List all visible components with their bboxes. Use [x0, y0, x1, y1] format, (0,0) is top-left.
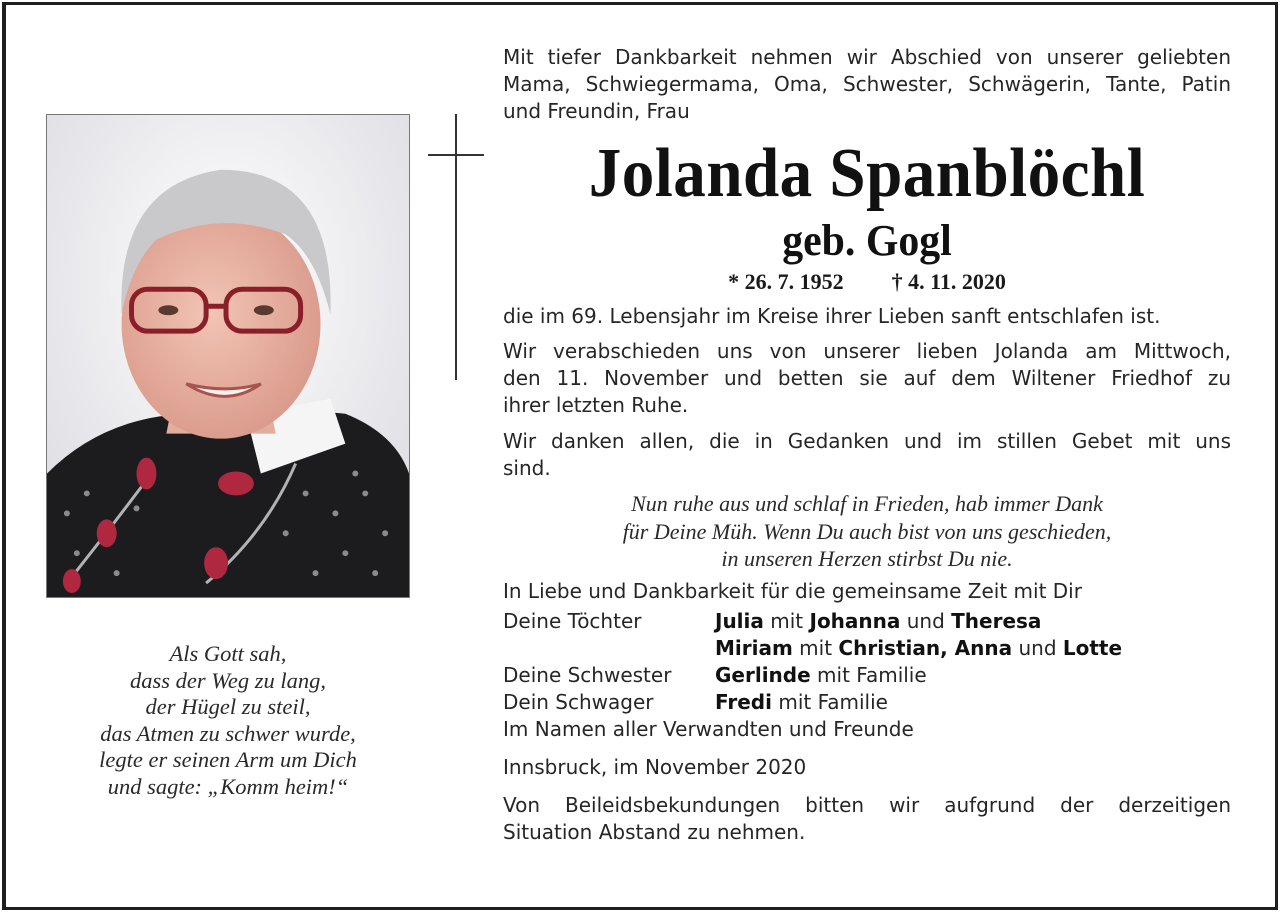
- poem-line: legte er seinen Arm um Dich: [99, 747, 357, 772]
- birth-date: * 26. 7. 1952: [728, 269, 844, 294]
- poem-line: Als Gott sah,: [169, 641, 287, 666]
- poem-line: und sagte: „Komm heim!“: [107, 773, 349, 799]
- deceased-name: Jolanda Spanblöchl: [588, 135, 1146, 212]
- portrait-photo: [46, 114, 410, 598]
- verse-line: in unseren Herzen stirbst Du nie.: [721, 546, 1013, 571]
- daughters-label: Deine Töchter: [503, 608, 642, 633]
- poem-line: der Hügel zu steil,: [145, 694, 311, 719]
- condolence-line: Von Beileidsbekundungen bitten wir aufgrund der derzeitigen: [503, 792, 1231, 817]
- thanks-line: sind.: [503, 456, 551, 480]
- intro-line: Mama, Schwiegermama, Oma, Schwester, Schwägerin, Tante, Patin: [503, 72, 1231, 96]
- thanks-paragraph: [503, 428, 1231, 482]
- cross-icon-bar: [428, 154, 484, 156]
- sister-label: Deine Schwester: [503, 662, 672, 687]
- love-line: In Liebe und Dankbarkeit für die gemeinsame Zeit mit Dir: [503, 578, 1082, 603]
- sister: Gerlinde mit Familie: [715, 662, 927, 687]
- verse: [503, 490, 1231, 573]
- condolence-paragraph: [503, 792, 1231, 846]
- brotherinlaw: Fredi mit Familie: [715, 689, 888, 714]
- daughter-1: Julia mit Johanna und Theresa: [715, 608, 1042, 633]
- portrait-illustration: [47, 115, 409, 597]
- lebensjahr-line: die im 69. Lebensjahr im Kreise ihrer Lieben sanft entschlafen ist.: [503, 304, 1161, 328]
- condolence-line: Situation Abstand zu nehmen.: [503, 819, 806, 844]
- verse-line: für Deine Müh. Wenn Du auch bist von uns geschieden,: [622, 518, 1112, 544]
- poem: [46, 641, 410, 800]
- life-dates: [503, 269, 1231, 295]
- announcement-text: [503, 44, 1231, 846]
- farewell-line: ihrer letzten Ruhe.: [503, 393, 689, 417]
- relatives-line: Im Namen aller Verwandten und Freunde: [503, 716, 914, 741]
- poem-line: das Atmen zu schwer wurde,: [100, 720, 356, 746]
- place-date: Innsbruck, im November 2020: [503, 754, 807, 779]
- intro-line: und Freundin, Frau: [503, 99, 690, 123]
- farewell-line: Wir verabschieden uns von unserer lieben Jolanda am Mittwoch,: [503, 339, 1231, 363]
- intro-line: Mit tiefer Dankbarkeit nehmen wir Abschied von unserer geliebten: [503, 45, 1231, 69]
- thanks-line: Wir danken allen, die in Gedanken und im stillen Gebet mit uns: [503, 429, 1231, 453]
- poem-line: dass der Weg zu lang,: [129, 667, 327, 693]
- maiden-name: geb. Gogl: [782, 216, 952, 265]
- farewell-line: den 11. November und betten sie auf dem Wiltener Friedhof zu: [503, 366, 1231, 390]
- daughter-2: Miriam mit Christian, Anna und Lotte: [715, 635, 1123, 660]
- death-date: † 4. 11. 2020: [891, 269, 1006, 294]
- intro-paragraph: [503, 44, 1231, 125]
- farewell-paragraph: [503, 338, 1231, 419]
- brotherinlaw-label: Dein Schwager: [503, 689, 654, 714]
- family-list: [503, 608, 1231, 716]
- verse-line: Nun ruhe aus und schlaf in Frieden, hab immer Dank: [631, 491, 1103, 516]
